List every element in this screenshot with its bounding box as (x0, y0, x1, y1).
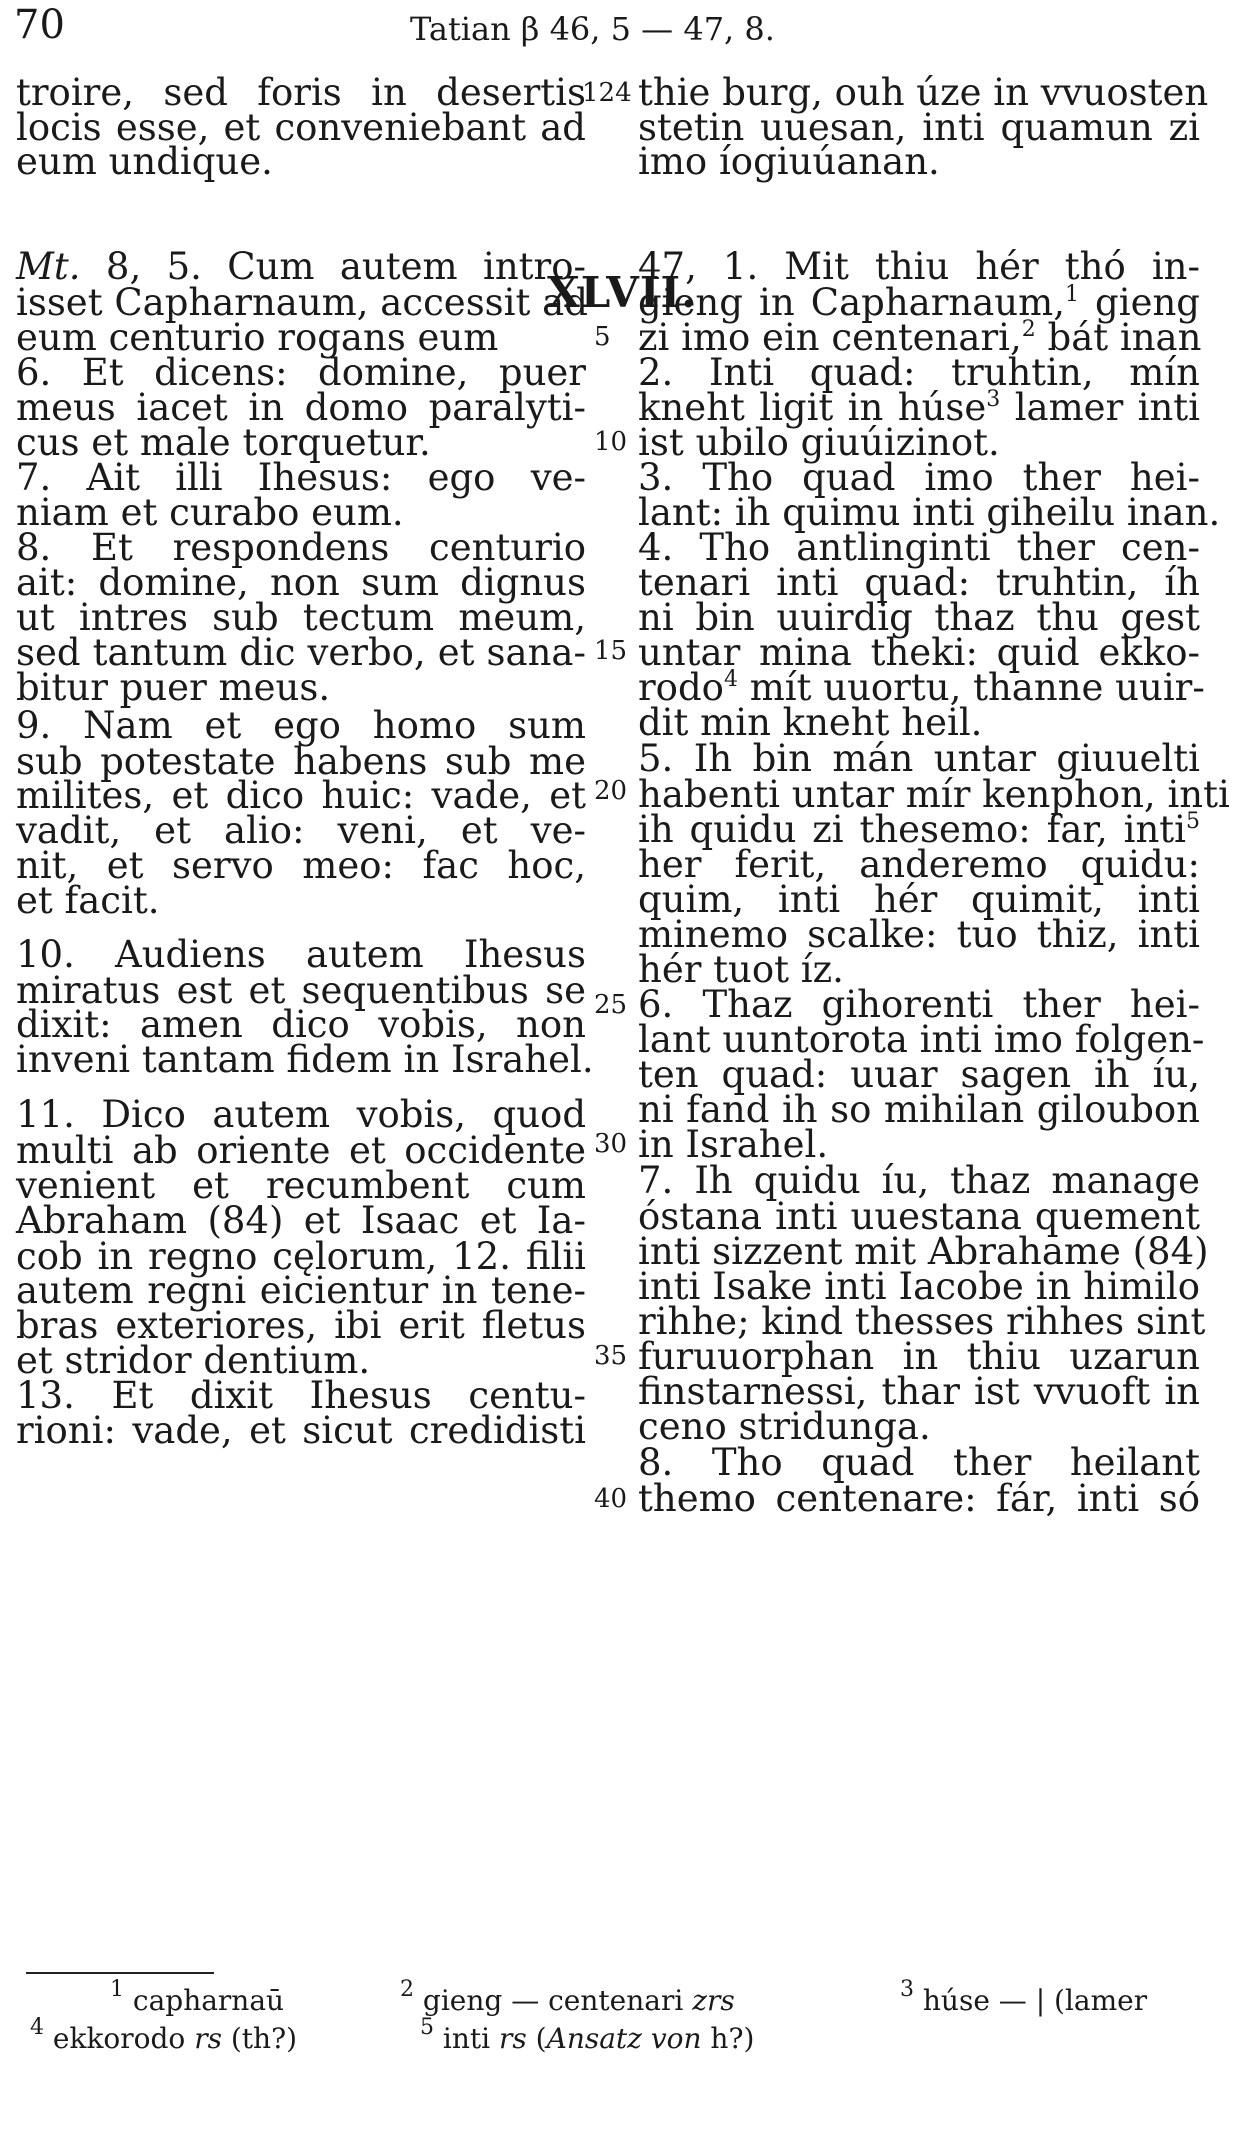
latin-line: Abraham (84) et Isaac et Ia- (16, 1199, 586, 1242)
ohg-line: minemo scalke: tuo thiz, inti (638, 913, 1200, 956)
line-number: 124 (582, 78, 632, 108)
ohg-line: quim, inti hér quimit, inti (638, 878, 1200, 921)
latin-line: ut intres sub tectum meum, (16, 596, 586, 639)
line-number: 10 (594, 427, 628, 457)
latin-line: nit, et servo meo: fac hoc, (16, 844, 586, 887)
ohg-line: ni bin uuirdig thaz thu gest (638, 596, 1200, 639)
latin-line: miratus est et sequentibus se (16, 969, 586, 1012)
latin-line: sub potestate habens sub me (16, 740, 586, 783)
latin-line: 6. Et dicens: domine, puer (16, 351, 586, 394)
footnote: $^4$ ekkorodo rs (th?) (30, 2015, 297, 2055)
ohg-line: habenti untar mír kenphon, inti (638, 773, 1230, 816)
ohg-line: inti Isake inti Iacobe in himilo (638, 1265, 1200, 1308)
ohg-line: stetin uuesan, inti quamun zi (638, 106, 1200, 149)
running-head: Tatian β 46, 5 — 47, 8. (410, 10, 775, 48)
ohg-line: ist ubilo giuúizinot. (638, 421, 1000, 464)
section-title: XLVII. (547, 268, 697, 317)
ohg-line: hér tuot íz. (638, 948, 844, 991)
ohg-line: thie burg, ouh úze in vvuosten (638, 71, 1209, 114)
ohg-line: tenari inti quad: truhtin, íh (638, 561, 1200, 604)
ohg-line: 47, 1. Mit thiu hér thó in- (638, 245, 1200, 288)
latin-line: 10. Audiens autem Ihesus (16, 933, 586, 976)
latin-line: cob in regno cęlorum, 12. filii (16, 1235, 586, 1278)
latin-line: 8. Et respondens centurio (16, 526, 586, 569)
latin-line: ait: domine, non sum dignus (16, 561, 586, 604)
latin-line: bras exteriores, ibi erit fletus (16, 1304, 586, 1347)
ohg-line: lant uuntorota inti imo folgen- (638, 1018, 1205, 1061)
ohg-line: 4. Tho antlinginti ther cen- (638, 526, 1200, 569)
footnote: $^3$ húse — | (lamer (900, 1977, 1148, 2017)
ohg-line: furuuorphan in thiu uzarun (638, 1335, 1200, 1378)
line-number: 30 (594, 1129, 628, 1159)
latin-line: eum undique. (16, 140, 273, 183)
latin-line: cus et male torquetur. (16, 421, 431, 464)
latin-line: bitur puer meus. (16, 666, 331, 709)
ohg-line: 2. Inti quad: truhtin, mín (638, 351, 1200, 394)
latin-line: milites, et dico huic: vade, et (16, 774, 586, 817)
ohg-line: 6. Thaz gihorenti ther hei- (638, 983, 1200, 1026)
latin-line: venient et recumbent cum (16, 1164, 586, 1207)
latin-line: et stridor dentium. (16, 1339, 371, 1382)
latin-line: dixit: amen dico vobis, non (16, 1003, 586, 1046)
ohg-line: dit min kneht heil. (638, 701, 983, 744)
ohg-line: óstana inti uuestana quement (638, 1195, 1200, 1238)
line-number: 5 (594, 322, 611, 352)
latin-line: multi ab oriente et occidente (16, 1129, 586, 1172)
ohg-line: inti sizzent mit Abrahame (84) (638, 1230, 1209, 1273)
latin-line: locis esse, et conveniebant ad (16, 106, 586, 149)
latin-line: meus iacet in domo paralyti- (16, 386, 586, 429)
line-number: 40 (594, 1484, 628, 1514)
ohg-line: themo centenare: fár, inti só (638, 1477, 1200, 1520)
line-number: 25 (594, 990, 628, 1020)
ohg-line: 8. Tho quad ther heilant (638, 1441, 1200, 1484)
latin-line: 13. Et dixit Ihesus centu- (16, 1374, 586, 1417)
latin-line: 7. Ait illi Ihesus: ego ve- (16, 456, 586, 499)
ohg-line: imo íogiuúanan. (638, 140, 940, 183)
footnote: $^5$ inti rs (Ansatz von h?) (420, 2015, 755, 2055)
ohg-line: untar mina theki: quid ekko- (638, 631, 1200, 674)
footnote: $^1$ capharnaū (110, 1977, 285, 2017)
ohg-line: 5. Ih bin mán untar giuuelti (638, 737, 1200, 780)
ohg-line: gieng in Capharnaum,$^1$ gieng (638, 281, 1200, 324)
latin-line: niam et curabo eum. (16, 491, 404, 534)
ohg-line: 7. Ih quidu íu, thaz manage (638, 1159, 1200, 1202)
footnote-rule (26, 1972, 214, 1974)
latin-line: sed tantum dic verbo, et sana- (16, 631, 586, 674)
latin-line: rioni: vade, et sicut credidisti (16, 1409, 586, 1452)
latin-line: et facit. (16, 879, 160, 922)
latin-line: vadit, et alio: veni, et ve- (16, 809, 586, 852)
latin-line: eum centurio rogans eum (16, 316, 499, 359)
ohg-line: her ferit, anderemo quidu: (638, 843, 1200, 886)
ohg-line: 3. Tho quad imo ther hei- (638, 456, 1200, 499)
page-number: 70 (14, 2, 65, 48)
latin-line: 11. Dico autem vobis, quod (16, 1093, 586, 1136)
ohg-line: ceno stridunga. (638, 1405, 931, 1448)
latin-line: troire, sed foris in desertis (16, 71, 586, 114)
line-number: 35 (594, 1341, 628, 1371)
ohg-line: rihhe; kind thesses rihhes sint (638, 1300, 1206, 1343)
latin-line: 9. Nam et ego homo sum (16, 704, 586, 747)
latin-line: inveni tantam fidem in Israhel. (16, 1038, 594, 1081)
latin-line: isset Capharnaum, accessit ad (16, 281, 588, 324)
ohg-line: ni fand ih so mihilan giloubon (638, 1088, 1200, 1131)
ohg-line: finstarnessi, thar ist vvuoft in (638, 1370, 1200, 1413)
latin-line: Mt. 8, 5. Cum autem intro- (16, 245, 586, 288)
ohg-line: ten quad: uuar sagen ih íu, (638, 1053, 1200, 1096)
ohg-line: ih quidu zi thesemo: far, inti$^5$ (638, 808, 1200, 851)
line-number: 15 (594, 636, 628, 666)
ohg-line: kneht ligit in húse$^3$ lamer inti (638, 386, 1201, 429)
footnote: $^2$ gieng — centenari zrs (400, 1977, 735, 2017)
ohg-line: lant: ih quimu inti giheilu inan. (638, 491, 1221, 534)
ohg-line: zi imo ein centenari,$^2$ bát inan (638, 316, 1202, 359)
ohg-line: rodo$^4$ mít uuortu, thanne uuir- (638, 666, 1205, 709)
ohg-line: in Israhel. (638, 1123, 829, 1166)
line-number: 20 (594, 776, 628, 806)
latin-line: autem regni eicientur in tene- (16, 1269, 586, 1312)
